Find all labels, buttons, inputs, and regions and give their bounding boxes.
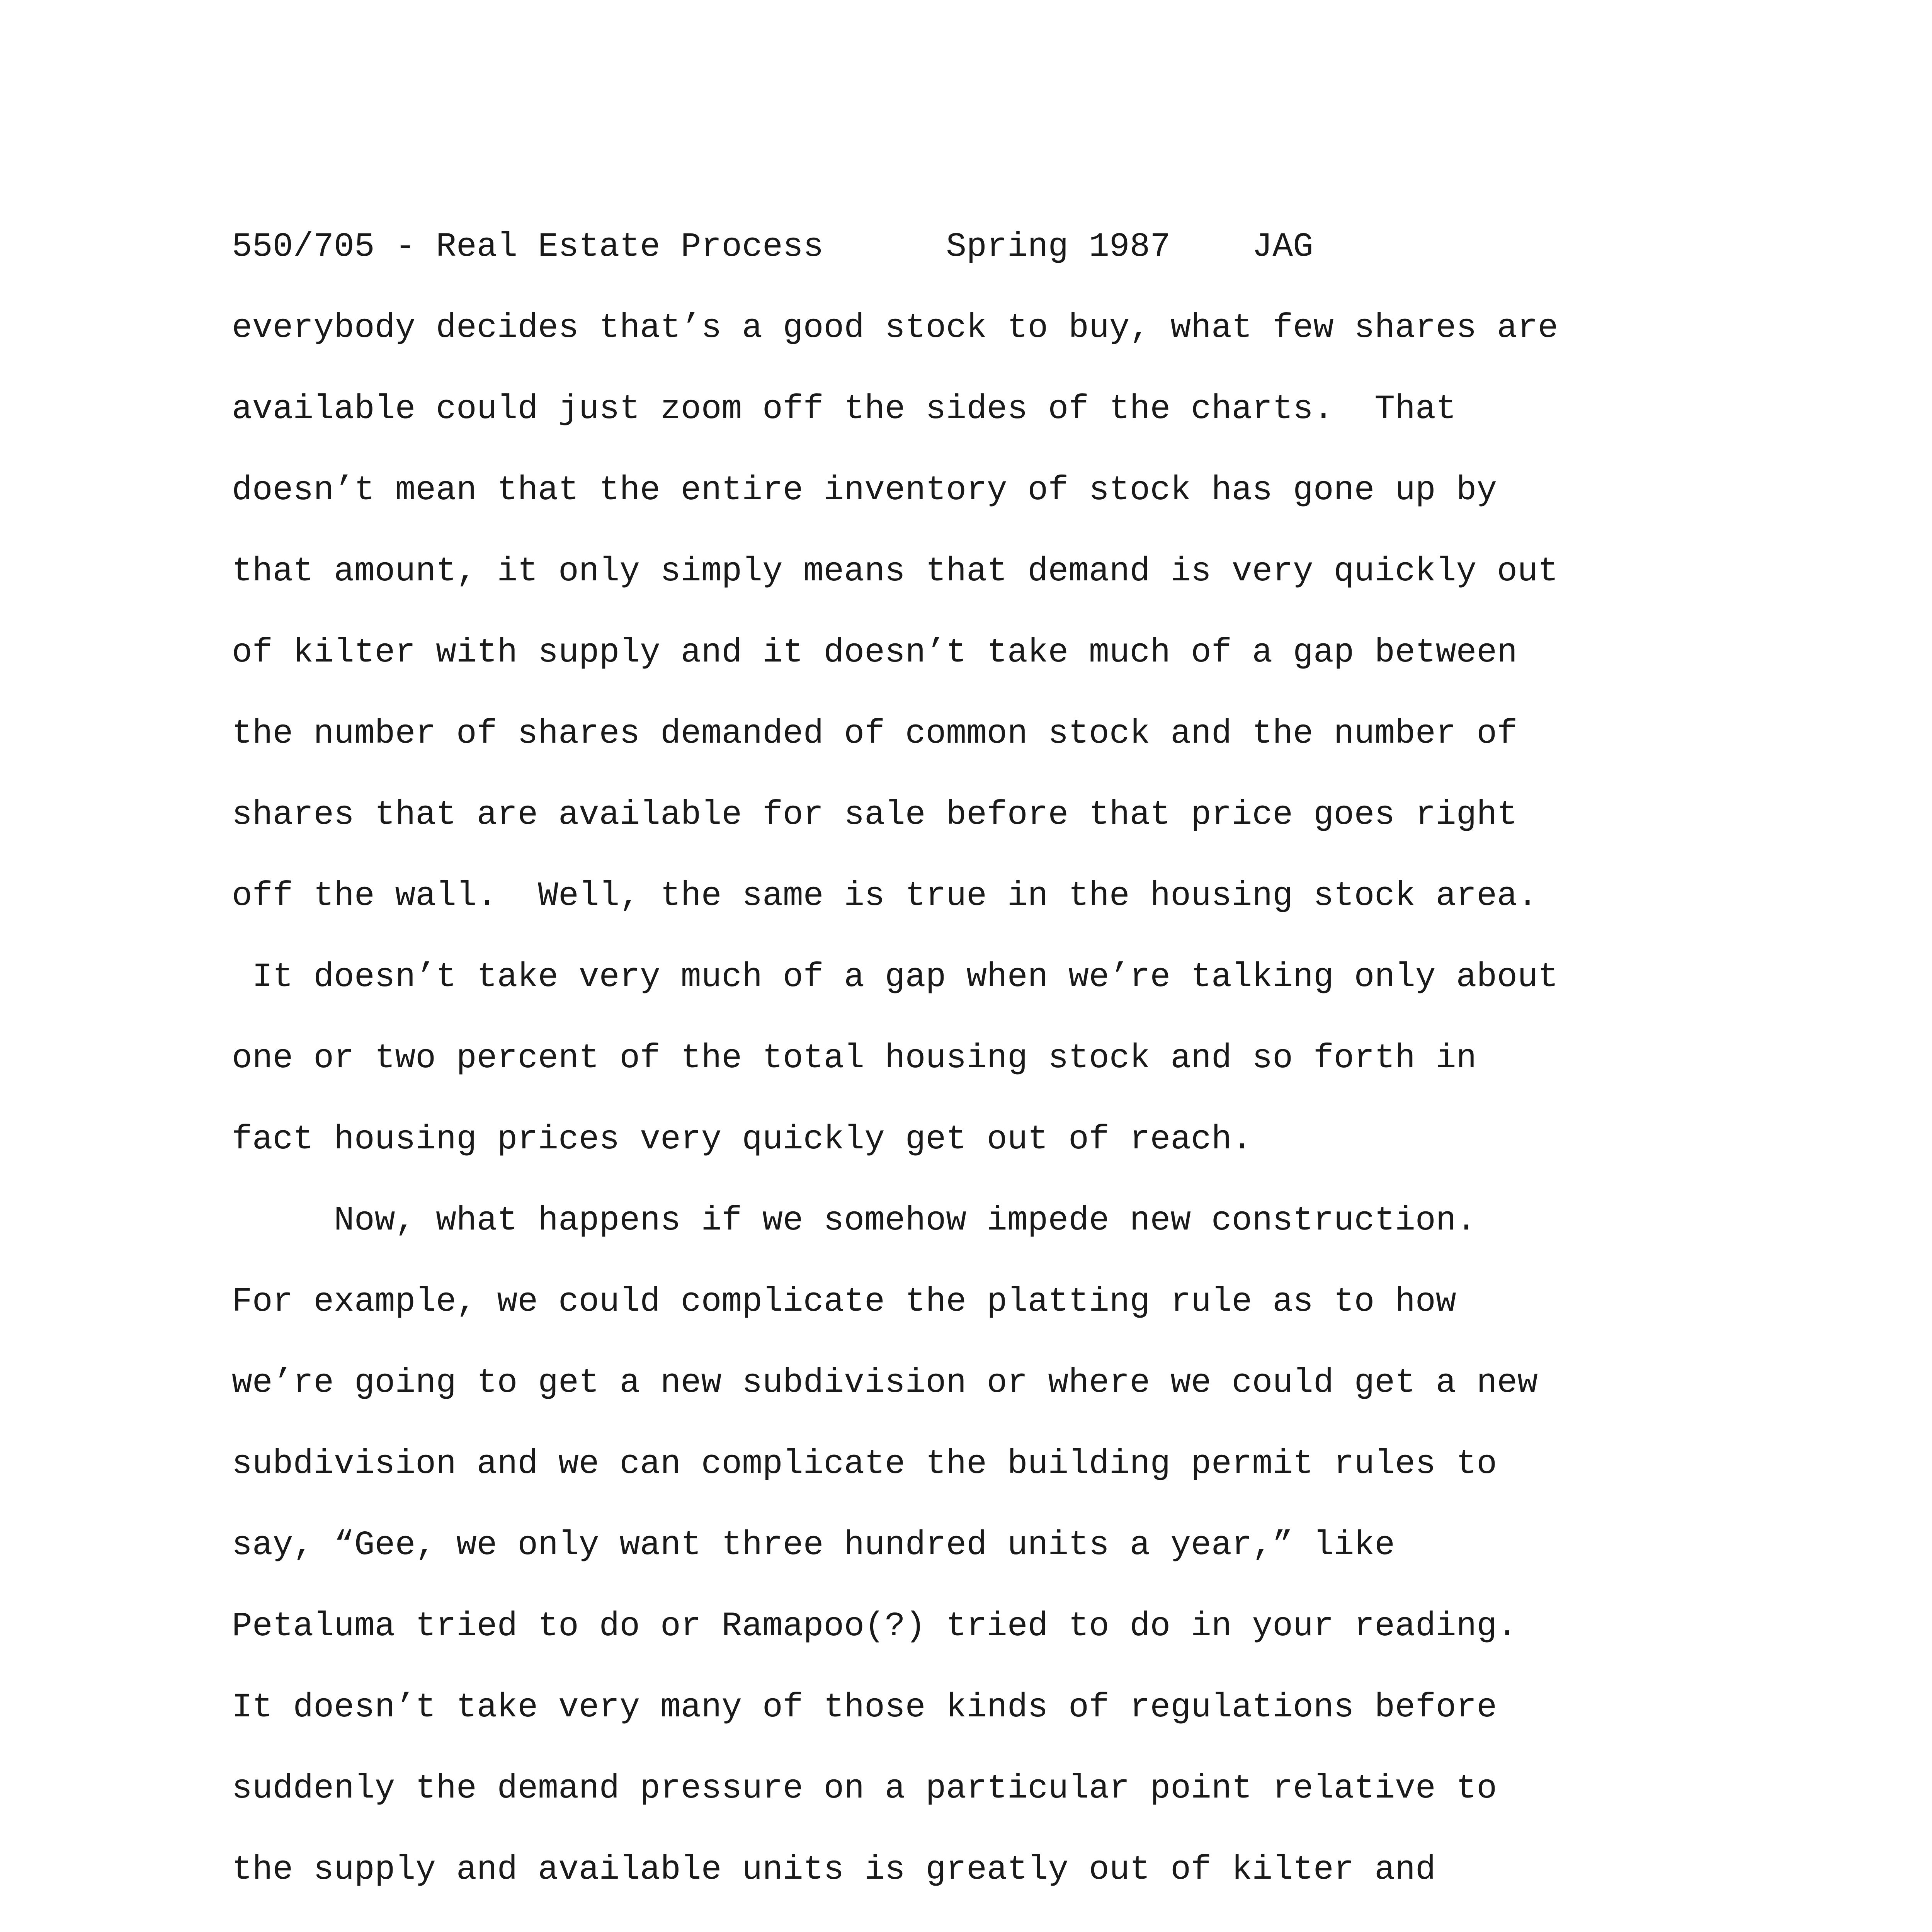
text-line: It doesn’t take very many of those kinds of regulations before — [232, 1689, 1497, 1727]
text-line: the number of shares demanded of common stock and the number of — [232, 715, 1517, 753]
text-line: fact housing prices very quickly get out of reach. — [232, 1121, 1252, 1159]
text-line: subdivision and we can complicate the building permit rules to — [232, 1445, 1497, 1483]
text-line: off the wall. Well, the same is true in the housing stock area. — [232, 877, 1538, 915]
text-line: Petaluma tried to do or Ramapoo(?) tried to do in your reading. — [232, 1607, 1517, 1646]
text-line: that amount, it only simply means that demand is very quickly out — [232, 553, 1558, 591]
running-header: 550/705 - Real Estate Process Spring 1987 JAG — [232, 228, 1313, 266]
text-line: we’re going to get a new subdivision or where we could get a new — [232, 1364, 1538, 1402]
text-line: doesn’t mean that the entire inventory of stock has gone up by — [232, 471, 1497, 510]
text-line: For example, we could complicate the platting rule as to how — [232, 1283, 1456, 1321]
text-line: of kilter with supply and it doesn’t take much of a gap between — [232, 634, 1517, 672]
text-line: everybody decides that’s a good stock to buy, what few shares are — [232, 309, 1558, 347]
text-line: shares that are available for sale before that price goes right — [232, 796, 1517, 834]
text-line: say, “Gee, we only want three hundred units a year,” like — [232, 1526, 1395, 1565]
text-line: one or two percent of the total housing stock and so forth in — [232, 1039, 1477, 1078]
text-line: the supply and available units is greatly out of kilter and — [232, 1851, 1436, 1889]
text-line: It doesn’t take very much of a gap when we’re talking only about — [232, 958, 1558, 997]
text-line: suddenly the demand pressure on a particular point relative to — [232, 1770, 1497, 1808]
text-line: available could just zoom off the sides of the charts. That — [232, 390, 1456, 429]
text-line: Now, what happens if we somehow impede new construction. — [232, 1202, 1477, 1240]
